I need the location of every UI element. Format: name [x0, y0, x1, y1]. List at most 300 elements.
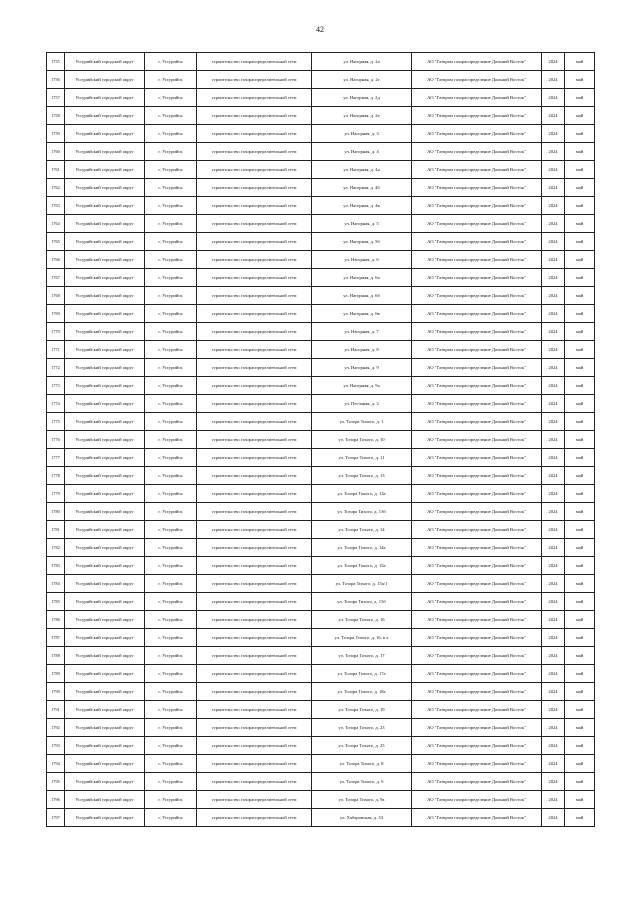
address-cell: ул. Нагорная, д. 2д [312, 89, 412, 107]
month-cell: май [565, 521, 595, 539]
table-body [47, 53, 595, 827]
table-row [47, 485, 595, 503]
city-cell: г. Уссурийск [145, 665, 197, 683]
city-cell: г. Уссурийск [145, 719, 197, 737]
organization-cell: АО "Газпром газораспределение Дальний Восток" [412, 359, 542, 377]
year-cell: 2024 [542, 791, 565, 809]
work-type-cell: строительство газораспределительной сети [197, 611, 312, 629]
city-cell: г. Уссурийск [145, 179, 197, 197]
district-cell: Уссурийский городской округ [65, 449, 145, 467]
month-cell: май [565, 287, 595, 305]
district-cell: Уссурийский городской округ [65, 647, 145, 665]
address-cell: ул. Тозора Тихого, д. 14 [312, 521, 412, 539]
address-cell: ул. Тозора Тихого, д. 15б [312, 593, 412, 611]
month-cell: май [565, 53, 595, 71]
month-cell: май [565, 323, 595, 341]
organization-cell: АО "Газпром газораспределение Дальний Восток" [412, 701, 542, 719]
row-number: 1762 [47, 179, 65, 197]
work-type-cell: строительство газораспределительной сети [197, 233, 312, 251]
year-cell: 2024 [542, 287, 565, 305]
address-cell: ул. Нагорная, д. 6б [312, 287, 412, 305]
district-cell: Уссурийский городской округ [65, 305, 145, 323]
row-number: 1789 [47, 665, 65, 683]
district-cell: Уссурийский городской округ [65, 719, 145, 737]
organization-cell: АО "Газпром газораспределение Дальний Восток" [412, 647, 542, 665]
row-number: 1771 [47, 341, 65, 359]
district-cell: Уссурийский городской округ [65, 125, 145, 143]
year-cell: 2024 [542, 125, 565, 143]
table-row [47, 377, 595, 395]
city-cell: г. Уссурийск [145, 215, 197, 233]
year-cell: 2024 [542, 719, 565, 737]
month-cell: май [565, 719, 595, 737]
district-cell: Уссурийский городской округ [65, 611, 145, 629]
work-type-cell: строительство газораспределительной сети [197, 71, 312, 89]
table-row [47, 197, 595, 215]
month-cell: май [565, 89, 595, 107]
city-cell: г. Уссурийск [145, 809, 197, 827]
organization-cell: АО "Газпром газораспределение Дальний Восток" [412, 737, 542, 755]
district-cell: Уссурийский городской округ [65, 809, 145, 827]
row-number: 1765 [47, 233, 65, 251]
table-row [47, 233, 595, 251]
month-cell: май [565, 647, 595, 665]
month-cell: май [565, 809, 595, 827]
district-cell: Уссурийский городской округ [65, 377, 145, 395]
address-cell: ул. Тозора Тихого, д. 10 [312, 431, 412, 449]
address-cell: ул. Тозора Тихого, д. 8 [312, 755, 412, 773]
row-number: 1772 [47, 359, 65, 377]
table-row [47, 557, 595, 575]
address-cell: ул. Песчаная, д. 3 [312, 395, 412, 413]
district-cell: Уссурийский городской округ [65, 665, 145, 683]
organization-cell: АО "Газпром газораспределение Дальний Восток" [412, 251, 542, 269]
row-number: 1795 [47, 773, 65, 791]
table-row [47, 503, 595, 521]
year-cell: 2024 [542, 107, 565, 125]
city-cell: г. Уссурийск [145, 305, 197, 323]
work-type-cell: строительство газораспределительной сети [197, 251, 312, 269]
city-cell: г. Уссурийск [145, 539, 197, 557]
year-cell: 2024 [542, 413, 565, 431]
table-row [47, 125, 595, 143]
row-number: 1785 [47, 593, 65, 611]
organization-cell: АО "Газпром газораспределение Дальний Восток" [412, 287, 542, 305]
month-cell: май [565, 107, 595, 125]
month-cell: май [565, 305, 595, 323]
month-cell: май [565, 341, 595, 359]
table-row [47, 701, 595, 719]
row-number: 1794 [47, 755, 65, 773]
table-row [47, 179, 595, 197]
table-row [47, 323, 595, 341]
city-cell: г. Уссурийск [145, 269, 197, 287]
city-cell: г. Уссурийск [145, 143, 197, 161]
organization-cell: АО "Газпром газораспределение Дальний Восток" [412, 269, 542, 287]
table-row [47, 647, 595, 665]
district-cell: Уссурийский городской округ [65, 503, 145, 521]
table-row [47, 683, 595, 701]
year-cell: 2024 [542, 647, 565, 665]
organization-cell: АО "Газпром газораспределение Дальний Восток" [412, 629, 542, 647]
work-type-cell: строительство газораспределительной сети [197, 377, 312, 395]
table-row [47, 359, 595, 377]
table-row [47, 413, 595, 431]
organization-cell: АО "Газпром газораспределение Дальний Восток" [412, 71, 542, 89]
district-cell: Уссурийский городской округ [65, 593, 145, 611]
address-cell: ул. Нагорная, д. 4в [312, 197, 412, 215]
city-cell: г. Уссурийск [145, 395, 197, 413]
work-type-cell: строительство газораспределительной сети [197, 701, 312, 719]
district-cell: Уссурийский городской округ [65, 791, 145, 809]
month-cell: май [565, 593, 595, 611]
city-cell: г. Уссурийск [145, 503, 197, 521]
address-cell: ул. Нагорная, д. 9а [312, 377, 412, 395]
city-cell: г. Уссурийск [145, 359, 197, 377]
work-type-cell: строительство газораспределительной сети [197, 647, 312, 665]
work-type-cell: строительство газораспределительной сети [197, 449, 312, 467]
row-number: 1781 [47, 521, 65, 539]
organization-cell: АО "Газпром газораспределение Дальний Восток" [412, 233, 542, 251]
month-cell: май [565, 791, 595, 809]
organization-cell: АО "Газпром газораспределение Дальний Восток" [412, 395, 542, 413]
work-type-cell: строительство газораспределительной сети [197, 269, 312, 287]
table-row [47, 251, 595, 269]
organization-cell: АО "Газпром газораспределение Дальний Восток" [412, 377, 542, 395]
month-cell: май [565, 557, 595, 575]
month-cell: май [565, 701, 595, 719]
row-number: 1793 [47, 737, 65, 755]
city-cell: г. Уссурийск [145, 431, 197, 449]
district-cell: Уссурийский городской округ [65, 233, 145, 251]
city-cell: г. Уссурийск [145, 377, 197, 395]
year-cell: 2024 [542, 179, 565, 197]
address-cell: ул. Тозора Тихого, д. 15а/1 [312, 575, 412, 593]
work-type-cell: строительство газораспределительной сети [197, 575, 312, 593]
table-row [47, 791, 595, 809]
organization-cell: АО "Газпром газораспределение Дальний Восток" [412, 197, 542, 215]
address-cell: ул. Тозора Тихого, д. 17 [312, 647, 412, 665]
address-cell: ул. Тозора Тихого, д. 25 [312, 737, 412, 755]
year-cell: 2024 [542, 521, 565, 539]
city-cell: г. Уссурийск [145, 629, 197, 647]
work-type-cell: строительство газораспределительной сети [197, 719, 312, 737]
district-cell: Уссурийский городской округ [65, 341, 145, 359]
district-cell: Уссурийский городской округ [65, 161, 145, 179]
work-type-cell: строительство газораспределительной сети [197, 557, 312, 575]
month-cell: май [565, 179, 595, 197]
row-number: 1783 [47, 557, 65, 575]
city-cell: г. Уссурийск [145, 737, 197, 755]
city-cell: г. Уссурийск [145, 125, 197, 143]
row-number: 1780 [47, 503, 65, 521]
address-cell: ул. Нагорная, д. 6в [312, 305, 412, 323]
address-cell: ул. Нагорная, д. 8 [312, 341, 412, 359]
district-cell: Уссурийский городской округ [65, 701, 145, 719]
month-cell: май [565, 467, 595, 485]
organization-cell: АО "Газпром газораспределение Дальний Восток" [412, 449, 542, 467]
work-type-cell: строительство газораспределительной сети [197, 143, 312, 161]
district-cell: Уссурийский городской округ [65, 485, 145, 503]
table-row [47, 575, 595, 593]
city-cell: г. Уссурийск [145, 287, 197, 305]
work-type-cell: строительство газораспределительной сети [197, 53, 312, 71]
city-cell: г. Уссурийск [145, 413, 197, 431]
address-cell: ул. Нагорная, д. 9 [312, 359, 412, 377]
organization-cell: АО "Газпром газораспределение Дальний Восток" [412, 107, 542, 125]
year-cell: 2024 [542, 611, 565, 629]
table-row [47, 521, 595, 539]
district-cell: Уссурийский городской округ [65, 683, 145, 701]
address-cell: ул. Тозора Тихого, д. 9 [312, 773, 412, 791]
district-cell: Уссурийский городской округ [65, 575, 145, 593]
organization-cell: АО "Газпром газораспределение Дальний Восток" [412, 341, 542, 359]
work-type-cell: строительство газораспределительной сети [197, 125, 312, 143]
work-type-cell: строительство газораспределительной сети [197, 359, 312, 377]
month-cell: май [565, 215, 595, 233]
month-cell: май [565, 71, 595, 89]
district-cell: Уссурийский городской округ [65, 395, 145, 413]
month-cell: май [565, 251, 595, 269]
row-number: 1788 [47, 647, 65, 665]
district-cell: Уссурийский городской округ [65, 359, 145, 377]
organization-cell: АО "Газпром газораспределение Дальний Восток" [412, 665, 542, 683]
work-type-cell: строительство газораспределительной сети [197, 431, 312, 449]
page-number: 42 [316, 25, 324, 34]
city-cell: г. Уссурийск [145, 701, 197, 719]
year-cell: 2024 [542, 809, 565, 827]
district-cell: Уссурийский городской округ [65, 467, 145, 485]
organization-cell: АО "Газпром газораспределение Дальний Восток" [412, 593, 542, 611]
work-type-cell: строительство газораспределительной сети [197, 593, 312, 611]
organization-cell: АО "Газпром газораспределение Дальний Восток" [412, 467, 542, 485]
organization-cell: АО "Газпром газораспределение Дальний Восток" [412, 53, 542, 71]
table-row [47, 665, 595, 683]
row-number: 1776 [47, 431, 65, 449]
year-cell: 2024 [542, 485, 565, 503]
month-cell: май [565, 575, 595, 593]
row-number: 1777 [47, 449, 65, 467]
district-cell: Уссурийский городской округ [65, 89, 145, 107]
address-cell: ул. Тозора Тихого, д. 14а [312, 539, 412, 557]
row-number: 1784 [47, 575, 65, 593]
row-number: 1761 [47, 161, 65, 179]
month-cell: май [565, 395, 595, 413]
organization-cell: АО "Газпром газораспределение Дальний Восток" [412, 791, 542, 809]
city-cell: г. Уссурийск [145, 773, 197, 791]
organization-cell: АО "Газпром газораспределение Дальний Восток" [412, 143, 542, 161]
month-cell: май [565, 737, 595, 755]
address-cell: ул. Нагорная, д. 2а [312, 53, 412, 71]
district-cell: Уссурийский городской округ [65, 557, 145, 575]
year-cell: 2024 [542, 161, 565, 179]
work-type-cell: строительство газораспределительной сети [197, 179, 312, 197]
district-cell: Уссурийский городской округ [65, 143, 145, 161]
district-cell: Уссурийский городской округ [65, 53, 145, 71]
organization-cell: АО "Газпром газораспределение Дальний Восток" [412, 485, 542, 503]
year-cell: 2024 [542, 629, 565, 647]
table-row [47, 809, 595, 827]
organization-cell: АО "Газпром газораспределение Дальний Восток" [412, 611, 542, 629]
year-cell: 2024 [542, 755, 565, 773]
month-cell: май [565, 485, 595, 503]
row-number: 1769 [47, 305, 65, 323]
organization-cell: АО "Газпром газораспределение Дальний Восток" [412, 305, 542, 323]
month-cell: май [565, 431, 595, 449]
city-cell: г. Уссурийск [145, 593, 197, 611]
row-number: 1773 [47, 377, 65, 395]
organization-cell: АО "Газпром газораспределение Дальний Восток" [412, 179, 542, 197]
year-cell: 2024 [542, 53, 565, 71]
month-cell: май [565, 125, 595, 143]
district-cell: Уссурийский городской округ [65, 197, 145, 215]
row-number: 1775 [47, 413, 65, 431]
month-cell: май [565, 683, 595, 701]
table-row [47, 449, 595, 467]
registry-table [46, 52, 595, 827]
organization-cell: АО "Газпром газораспределение Дальний Восток" [412, 521, 542, 539]
city-cell: г. Уссурийск [145, 89, 197, 107]
organization-cell: АО "Газпром газораспределение Дальний Восток" [412, 323, 542, 341]
organization-cell: АО "Газпром газораспределение Дальний Восток" [412, 719, 542, 737]
address-cell: ул. Нагорная, д. 5б [312, 233, 412, 251]
table-row [47, 71, 595, 89]
work-type-cell: строительство газораспределительной сети [197, 323, 312, 341]
month-cell: май [565, 539, 595, 557]
row-number: 1779 [47, 485, 65, 503]
table-row [47, 269, 595, 287]
year-cell: 2024 [542, 467, 565, 485]
district-cell: Уссурийский городской округ [65, 539, 145, 557]
year-cell: 2024 [542, 683, 565, 701]
work-type-cell: строительство газораспределительной сети [197, 395, 312, 413]
city-cell: г. Уссурийск [145, 251, 197, 269]
work-type-cell: строительство газораспределительной сети [197, 791, 312, 809]
address-cell: ул. Тозора Тихого, д. 23 [312, 719, 412, 737]
month-cell: май [565, 773, 595, 791]
work-type-cell: строительство газораспределительной сети [197, 773, 312, 791]
organization-cell: АО "Газпром газораспределение Дальний Восток" [412, 575, 542, 593]
address-cell: ул. Нагорная, д. 4 [312, 143, 412, 161]
year-cell: 2024 [542, 449, 565, 467]
work-type-cell: строительство газораспределительной сети [197, 215, 312, 233]
address-cell: ул. Нагорная, д. 2г [312, 71, 412, 89]
city-cell: г. Уссурийск [145, 611, 197, 629]
address-cell: ул. Хабаровская, д. 33 [312, 809, 412, 827]
row-number: 1755 [47, 53, 65, 71]
organization-cell: АО "Газпром газораспределение Дальний Восток" [412, 755, 542, 773]
year-cell: 2024 [542, 341, 565, 359]
work-type-cell: строительство газораспределительной сети [197, 755, 312, 773]
address-cell: ул. Нагорная, д. 6а [312, 269, 412, 287]
city-cell: г. Уссурийск [145, 71, 197, 89]
district-cell: Уссурийский городской округ [65, 71, 145, 89]
table-row [47, 287, 595, 305]
organization-cell: АО "Газпром газораспределение Дальний Восток" [412, 125, 542, 143]
organization-cell: АО "Газпром газораспределение Дальний Восток" [412, 431, 542, 449]
year-cell: 2024 [542, 359, 565, 377]
organization-cell: АО "Газпром газораспределение Дальний Восток" [412, 683, 542, 701]
organization-cell: АО "Газпром газораспределение Дальний Восток" [412, 539, 542, 557]
month-cell: май [565, 197, 595, 215]
address-cell: ул. Тозора Тихого, д. 15а [312, 557, 412, 575]
work-type-cell: строительство газораспределительной сети [197, 197, 312, 215]
month-cell: май [565, 503, 595, 521]
row-number: 1778 [47, 467, 65, 485]
year-cell: 2024 [542, 215, 565, 233]
row-number: 1768 [47, 287, 65, 305]
address-cell: ул. Тозора Тихого, д. 13б [312, 503, 412, 521]
month-cell: май [565, 269, 595, 287]
row-number: 1792 [47, 719, 65, 737]
year-cell: 2024 [542, 71, 565, 89]
row-number: 1766 [47, 251, 65, 269]
table-row [47, 161, 595, 179]
work-type-cell: строительство газораспределительной сети [197, 503, 312, 521]
row-number: 1758 [47, 107, 65, 125]
work-type-cell: строительство газораспределительной сети [197, 161, 312, 179]
city-cell: г. Уссурийск [145, 467, 197, 485]
address-cell: ул. Тозора Тихого, д. 17а [312, 665, 412, 683]
work-type-cell: строительство газораспределительной сети [197, 107, 312, 125]
city-cell: г. Уссурийск [145, 521, 197, 539]
work-type-cell: строительство газораспределительной сети [197, 467, 312, 485]
row-number: 1759 [47, 125, 65, 143]
row-number: 1764 [47, 215, 65, 233]
row-number: 1791 [47, 701, 65, 719]
year-cell: 2024 [542, 89, 565, 107]
table-row [47, 629, 595, 647]
row-number: 1796 [47, 791, 65, 809]
work-type-cell: строительство газораспределительной сети [197, 809, 312, 827]
address-cell: ул. Тозора Тихого, д. 13 [312, 467, 412, 485]
organization-cell: АО "Газпром газораспределение Дальний Восток" [412, 773, 542, 791]
table-row [47, 431, 595, 449]
row-number: 1757 [47, 89, 65, 107]
table-row [47, 215, 595, 233]
work-type-cell: строительство газораспределительной сети [197, 539, 312, 557]
table-row [47, 305, 595, 323]
address-cell: ул. Тозора Тихого, д. 19 [312, 701, 412, 719]
organization-cell: АО "Газпром газораспределение Дальний Восток" [412, 161, 542, 179]
year-cell: 2024 [542, 503, 565, 521]
year-cell: 2024 [542, 233, 565, 251]
work-type-cell: строительство газораспределительной сети [197, 737, 312, 755]
row-number: 1770 [47, 323, 65, 341]
address-cell: ул. Нагорная, д. 3 [312, 125, 412, 143]
work-type-cell: строительство газораспределительной сети [197, 287, 312, 305]
address-cell: ул. Тозора Тихого, д. 16 [312, 611, 412, 629]
year-cell: 2024 [542, 197, 565, 215]
address-cell: ул. Тозора Тихого, д. 16, к а [312, 629, 412, 647]
row-number: 1760 [47, 143, 65, 161]
city-cell: г. Уссурийск [145, 107, 197, 125]
month-cell: май [565, 449, 595, 467]
year-cell: 2024 [542, 395, 565, 413]
work-type-cell: строительство газораспределительной сети [197, 665, 312, 683]
city-cell: г. Уссурийск [145, 323, 197, 341]
city-cell: г. Уссурийск [145, 53, 197, 71]
district-cell: Уссурийский городской округ [65, 323, 145, 341]
address-cell: ул. Тозора Тихого, д. 1 [312, 413, 412, 431]
city-cell: г. Уссурийск [145, 647, 197, 665]
table-row [47, 143, 595, 161]
row-number: 1756 [47, 71, 65, 89]
district-cell: Уссурийский городской округ [65, 737, 145, 755]
table-row [47, 53, 595, 71]
year-cell: 2024 [542, 773, 565, 791]
district-cell: Уссурийский городской округ [65, 773, 145, 791]
